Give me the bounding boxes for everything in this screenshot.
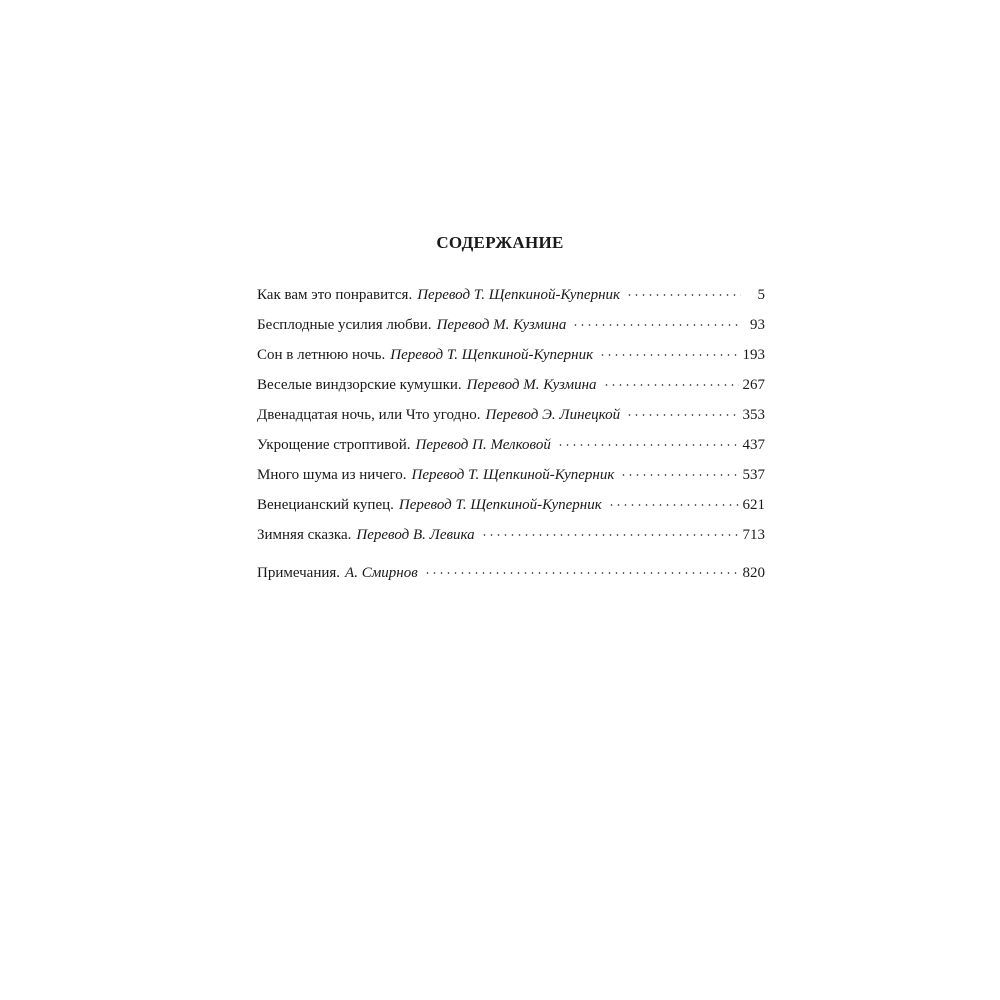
toc-entry bbox=[257, 280, 765, 310]
dot-leader bbox=[424, 572, 739, 574]
toc-page-number: 537 bbox=[742, 467, 765, 483]
dot-leader bbox=[557, 444, 739, 446]
toc-work-title: Двенадцатая ночь, или Что угодно. bbox=[257, 407, 481, 423]
toc-entry bbox=[257, 430, 765, 460]
dot-leader bbox=[620, 474, 738, 476]
toc-entry-notes bbox=[257, 558, 765, 588]
toc-page-number: 93 bbox=[750, 317, 765, 333]
toc-translator: Перевод В. Левика bbox=[356, 527, 475, 543]
toc-page-number: 437 bbox=[742, 437, 765, 453]
toc-work-title: Укрощение строптивой. bbox=[257, 437, 411, 453]
toc-work-title: Бесплодные усилия любви. bbox=[257, 317, 432, 333]
toc-entry bbox=[257, 520, 765, 550]
toc-work-title: Веселые виндзорские кумушки. bbox=[257, 377, 462, 393]
toc-work-title: Сон в летнюю ночь. bbox=[257, 347, 386, 363]
dot-leader bbox=[626, 294, 741, 296]
toc-translator: Перевод Т. Щепкиной-Куперник bbox=[417, 287, 621, 303]
toc-translator: Перевод М. Кузмина bbox=[436, 317, 567, 333]
dot-leader bbox=[603, 384, 739, 386]
dot-leader bbox=[572, 324, 741, 326]
toc-page-number: 621 bbox=[742, 497, 765, 513]
toc-work-title: Зимняя сказка. bbox=[257, 527, 352, 543]
dot-leader bbox=[608, 504, 739, 506]
toc-title: СОДЕРЖАНИЕ bbox=[436, 233, 564, 252]
toc-page-number: 193 bbox=[742, 347, 765, 363]
toc-entry bbox=[257, 400, 765, 430]
toc-entry bbox=[257, 370, 765, 400]
toc-work-title: Примечания. bbox=[257, 565, 341, 581]
toc-entry bbox=[257, 310, 765, 340]
toc-translator: Перевод П. Мелковой bbox=[415, 437, 551, 453]
toc-translator: Перевод Т. Щепкиной-Куперник bbox=[390, 347, 594, 363]
toc-page-number: 713 bbox=[742, 527, 765, 543]
toc-page-number: 353 bbox=[742, 407, 765, 423]
toc-work-title: Венецианский купец. bbox=[257, 497, 394, 513]
toc-entry bbox=[257, 340, 765, 370]
toc-translator: Перевод Э. Линецкой bbox=[485, 407, 621, 423]
toc-author: А. Смирнов bbox=[345, 565, 418, 581]
toc-list bbox=[257, 280, 765, 588]
toc-page-number: 820 bbox=[742, 565, 765, 581]
toc-page-number: 5 bbox=[757, 287, 765, 303]
toc-translator: Перевод М. Кузмина bbox=[466, 377, 597, 393]
toc-entry bbox=[257, 490, 765, 520]
toc-translator: Перевод Т. Щепкиной-Куперник bbox=[398, 497, 602, 513]
toc-translator: Перевод Т. Щепкиной-Куперник bbox=[411, 467, 615, 483]
dot-leader bbox=[481, 534, 739, 536]
toc-entry bbox=[257, 460, 765, 490]
dot-leader bbox=[626, 414, 738, 416]
toc-page-number: 267 bbox=[742, 377, 765, 393]
dot-leader bbox=[599, 354, 738, 356]
toc-work-title: Как вам это понравится. bbox=[257, 287, 413, 303]
toc-work-title: Много шума из ничего. bbox=[257, 467, 407, 483]
